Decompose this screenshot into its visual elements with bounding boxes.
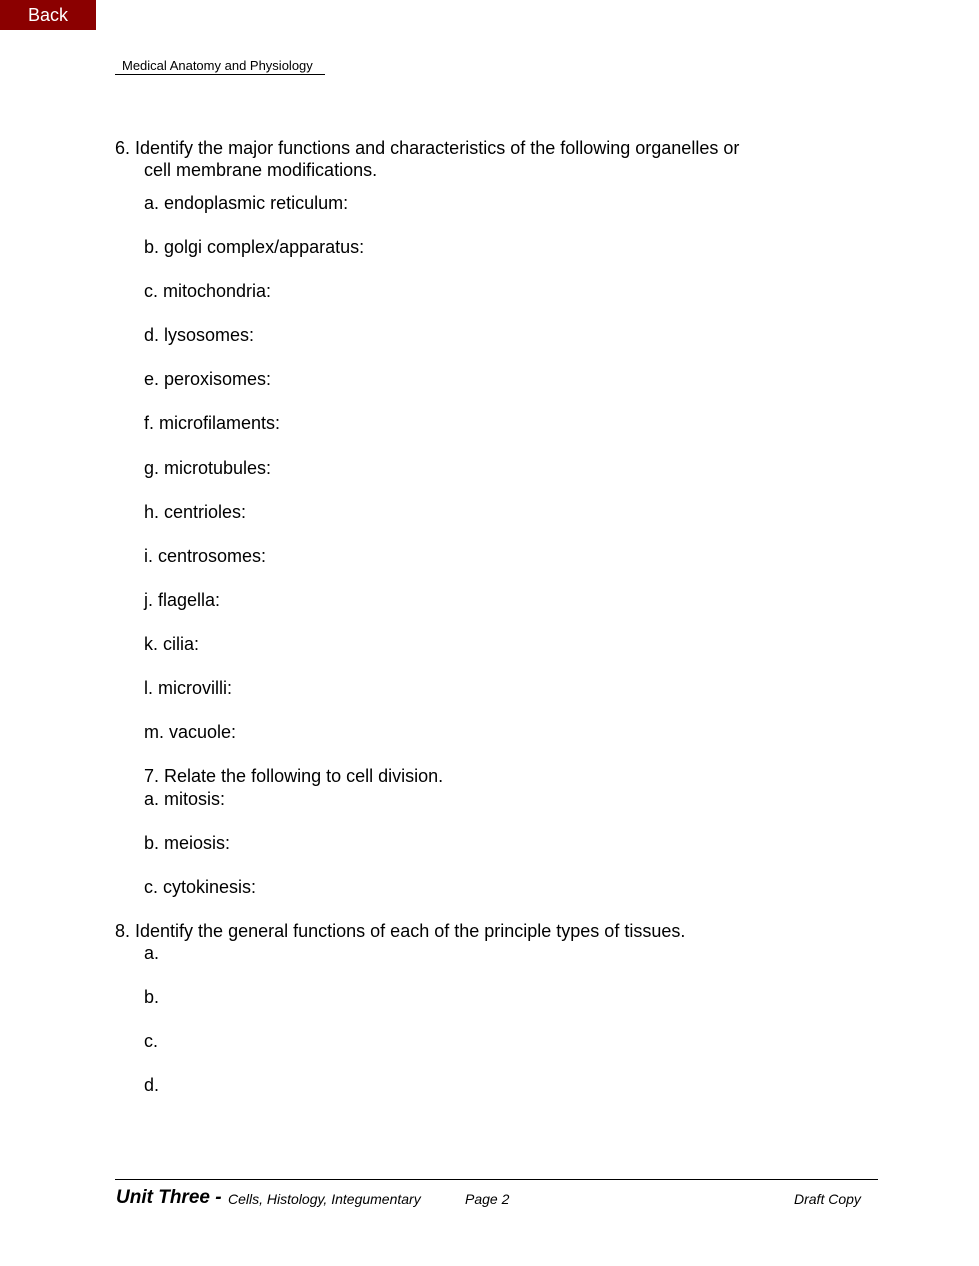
- q6-item-centrosomes: i. centrosomes:: [144, 546, 267, 566]
- q7-item-meiosis: b. meiosis:: [144, 833, 231, 853]
- footer-unit-title: Unit Three -: [116, 1187, 222, 1208]
- q7-item-cytokinesis: c. cytokinesis:: [144, 877, 257, 897]
- q8-item-c: c.: [144, 1031, 159, 1051]
- footer-page-number: Page 2: [465, 1191, 510, 1207]
- question-7-prompt: 7. Relate the following to cell division.: [144, 766, 444, 786]
- q7-item-mitosis: a. mitosis:: [144, 789, 226, 809]
- footer-unit-subtitle: Cells, Histology, Integumentary: [228, 1191, 421, 1207]
- q6-item-microvilli: l. microvilli:: [144, 678, 232, 698]
- q6-item-lysosomes: d. lysosomes:: [144, 325, 255, 345]
- q8-item-d: d.: [144, 1075, 160, 1095]
- page-footer: [115, 1186, 878, 1210]
- back-button[interactable]: Back: [0, 0, 96, 30]
- question-6-prompt-line2: cell membrane modifications.: [144, 160, 378, 180]
- footer-draft-label: Draft Copy: [794, 1191, 861, 1207]
- q6-item-vacuole: m. vacuole:: [144, 722, 237, 742]
- q8-item-a: a.: [144, 943, 160, 963]
- q6-item-golgi-complex: b. golgi complex/apparatus:: [144, 237, 365, 257]
- q6-item-microtubules: g. microtubules:: [144, 458, 272, 478]
- footer-divider: [115, 1179, 878, 1180]
- question-6-prompt-line1: 6. Identify the major functions and characteristics of the following organelles or: [115, 138, 740, 158]
- q8-item-b: b.: [144, 987, 160, 1007]
- q6-item-centrioles: h. centrioles:: [144, 502, 247, 522]
- q6-item-flagella: j. flagella:: [144, 590, 221, 610]
- course-title-header: Medical Anatomy and Physiology: [115, 58, 325, 75]
- q6-item-peroxisomes: e. peroxisomes:: [144, 369, 272, 389]
- q6-item-cilia: k. cilia:: [144, 634, 200, 654]
- q6-item-microfilaments: f. microfilaments:: [144, 413, 281, 433]
- q6-item-endoplasmic-reticulum: a. endoplasmic reticulum:: [144, 193, 349, 213]
- q6-item-mitochondria: c. mitochondria:: [144, 281, 272, 301]
- question-8-prompt: 8. Identify the general functions of each of the principle types of tissues.: [115, 921, 686, 941]
